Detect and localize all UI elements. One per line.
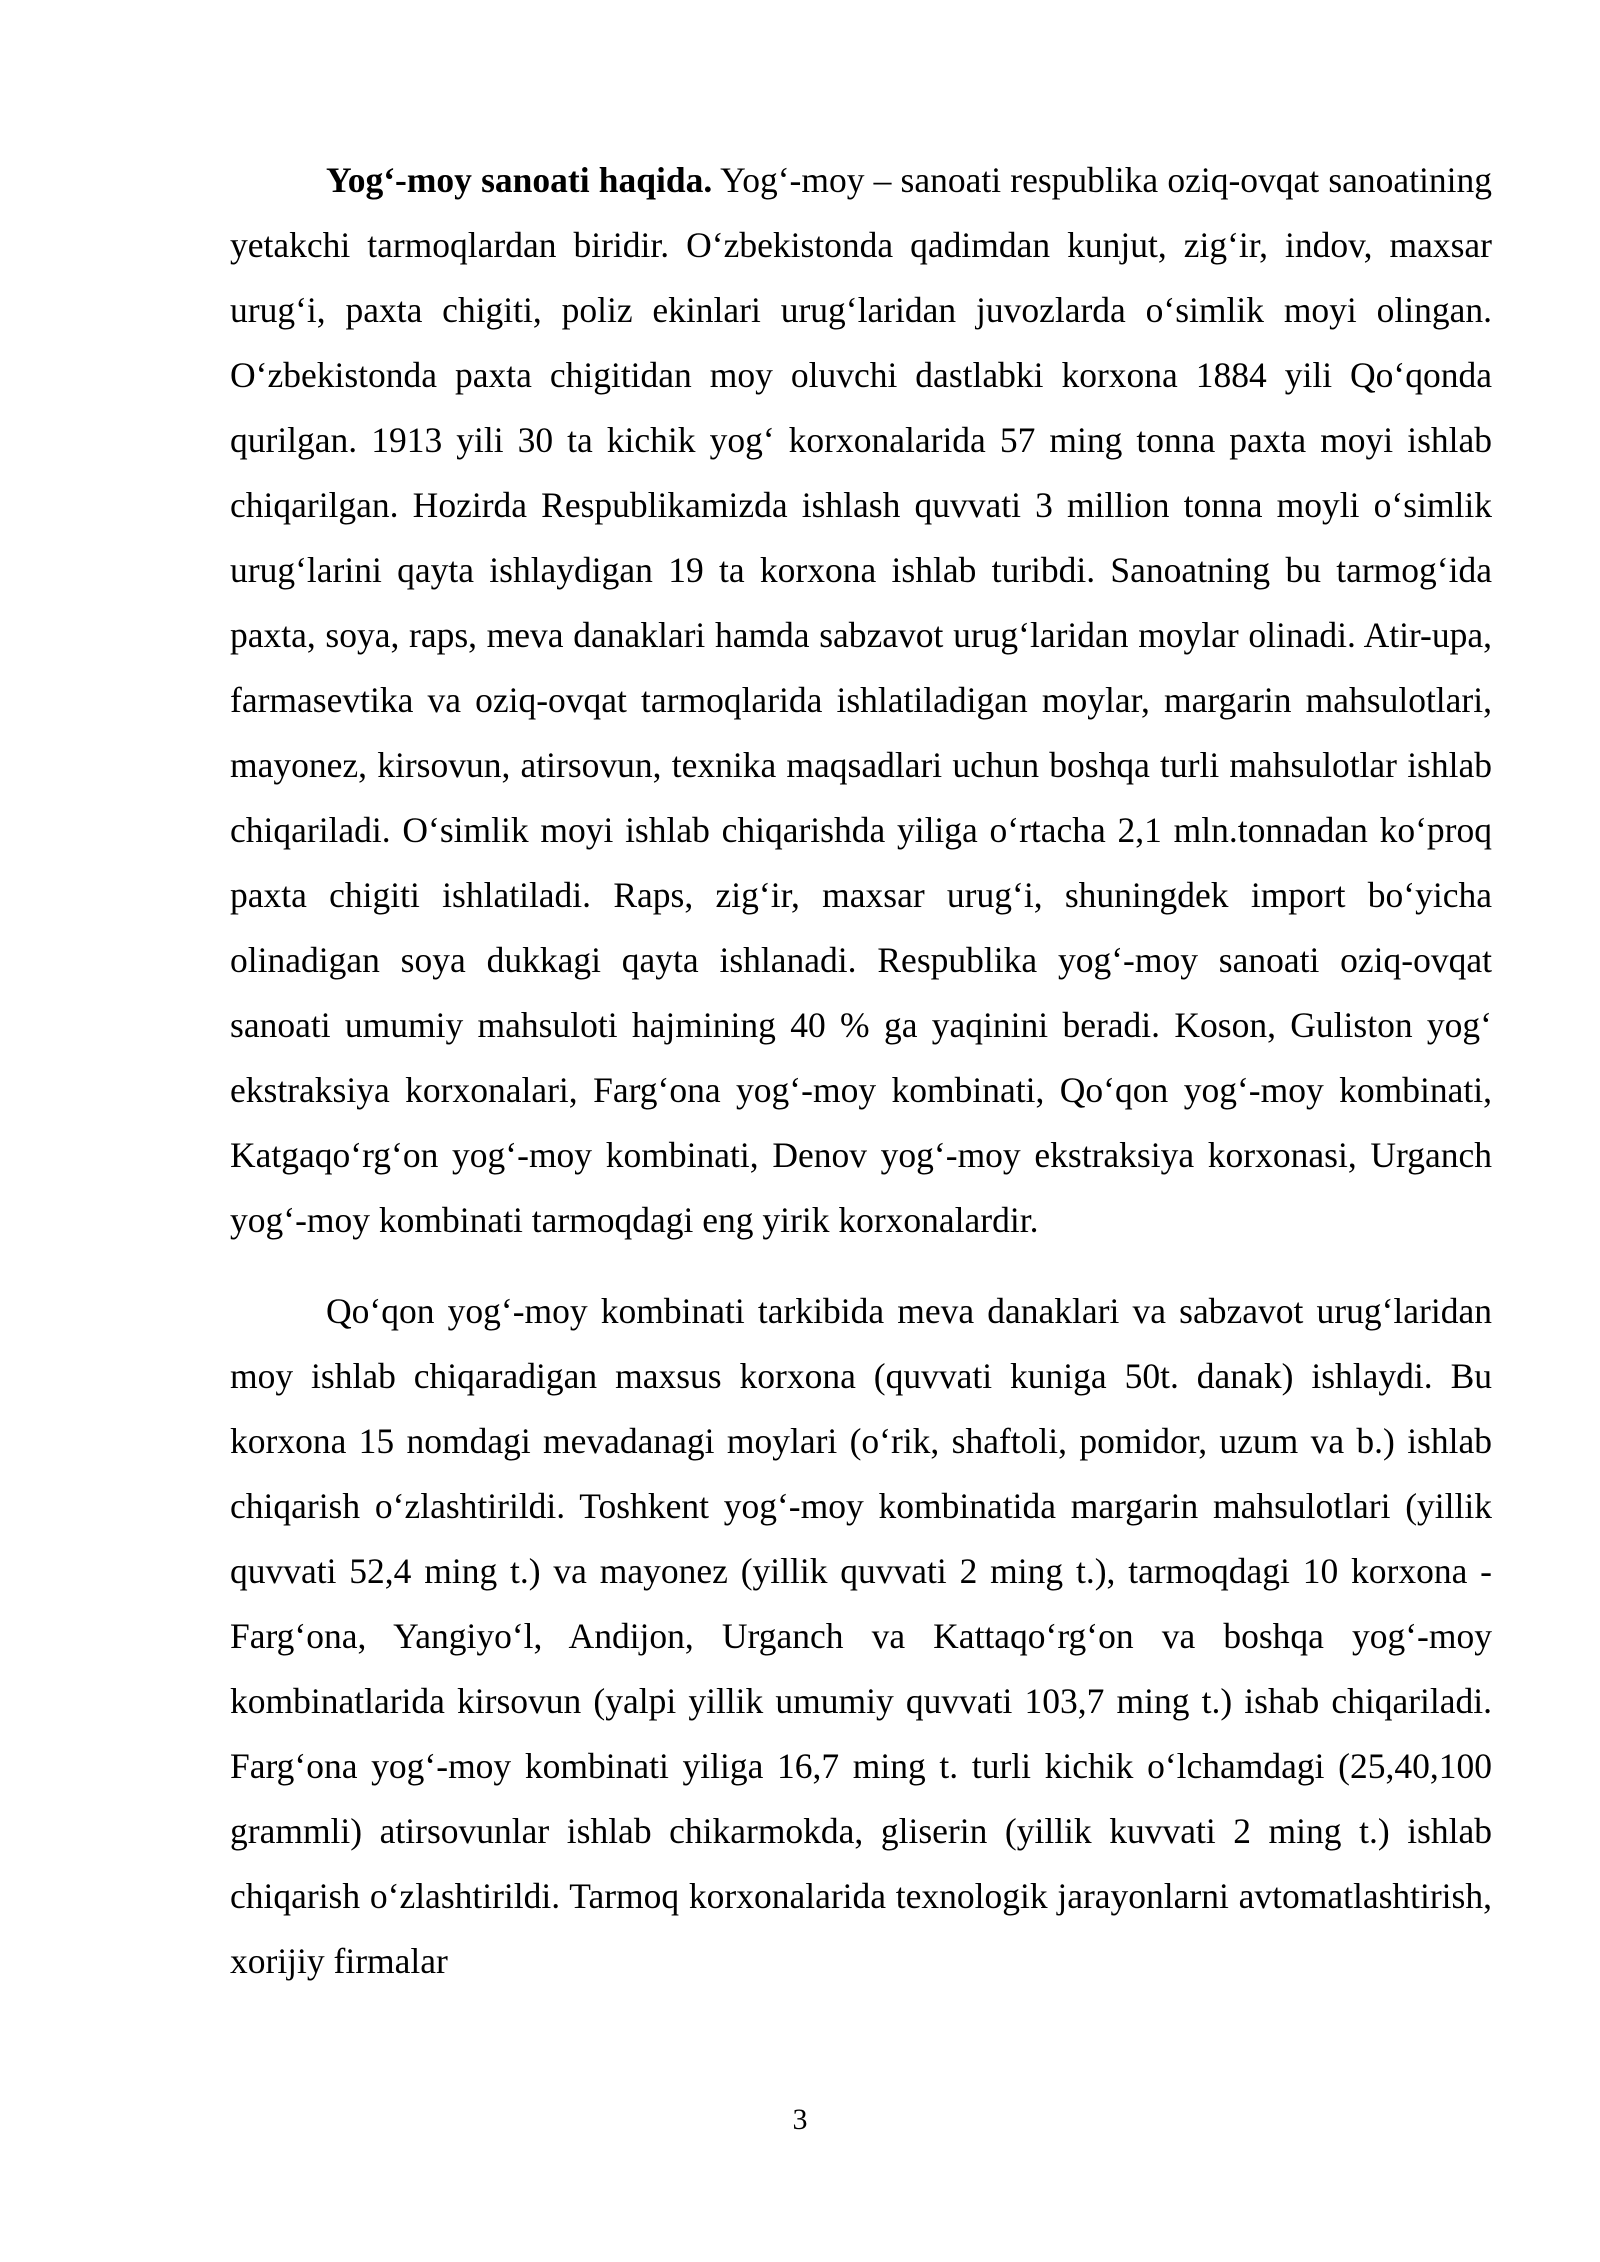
paragraph-1-text: Yog‘-moy – sanoati respublika oziq-ovqat sanoatining yetakchi tarmoqlardan biridir. O‘zbekistonda qadimdan kunjut, zig‘ir, indov, maxsar urug‘i, paxta chigiti, poliz ekinlari urug‘laridan juvozlarda o‘simlik moyi olingan. O‘zbekistonda paxta chigitidan moy oluvchi dastlabki korxona 1884 yili Qo‘qonda qurilgan. 1913 yili 30 ta kichik yog‘ korxonalarida 57 ming tonna paxta moyi ishlab chiqarilgan. Hozirda Respublikamizda ishlash quvvati 3 million tonna moyli o‘simlik urug‘larini qayta ishlaydigan 19 ta korxona ishlab turibdi. Sanoatning bu tarmog‘ida paxta, soya, raps, meva danaklari hamda sabzavot urug‘laridan moylar olinadi. Atir-upa, farmasevtika va oziq-ovqat tarmoqlarida ishlatiladigan moylar, margarin mahsulotlari, mayonez, kirsovun, atirsovun, texnika maqsadlari uchun boshqa turli mahsulotlar ishlab chiqariladi. O‘simlik moyi ishlab chiqarishda yiliga o‘rtacha 2,1 mln.tonnadan ko‘proq paxta chigiti ishlatiladi. Raps, zig‘ir, maxsar urug‘i, shuningdek import bo‘yicha olinadigan soya dukkagi qayta ishlanadi. Respublika yog‘-moy sanoati oziq-ovqat sanoati umumiy mahsuloti hajmining 40 % ga yaqinini beradi. Koson, Guliston yog‘ ekstraksiya korxonalari, Farg‘ona yog‘-moy kombinati, Qo‘qon yog‘-moy kombinati, Katgaqo‘rg‘on yog‘-moy kombinati, Denov yog‘-moy ekstraksiya korxonasi, Urganch yog‘-moy kombinati tarmoqdagi eng yirik korxonalardir.: [230, 160, 1492, 1240]
body-text: [230, 148, 1492, 1994]
page-number: 3: [792, 2103, 808, 2136]
paragraph-2-text: Qo‘qon yog‘-moy kombinati tarkibida meva danaklari va sabzavot urug‘laridan moy ishlab chiqaradigan maxsus korxona (quvvati kuniga 50t. danak) ishlaydi. Bu korxona 15 nomdagi mevadanagi moylari (o‘rik, shaftoli, pomidor, uzum va b.) ishlab chiqarish o‘zlashtirildi. Toshkent yog‘-moy kombinatida margarin mahsulotlari (yillik quvvati 52,4 ming t.) va mayonez (yillik quvvati 2 ming t.), tarmoqdagi 10 korxona - Farg‘ona, Yangiyo‘l, Andijon, Urganch va Kattaqo‘rg‘on va boshqa yog‘-moy kombinatlarida kirsovun (yalpi yillik umumiy quvvati 103,7 ming t.) ishab chiqariladi. Farg‘ona yog‘-moy kombinati yiliga 16,7 ming t. turli kichik o‘lchamdagi (25,40,100 grammli) atirsovunlar ishlab chikarmokda, gliserin (yillik kuvvati 2 ming t.) ishlab chiqarish o‘zlashtirildi. Tarmoq korxonalarida texnologik jarayonlarni avtomatlashtirish, xorijiy firmalar: [230, 1291, 1492, 1981]
paragraph-2: [230, 1279, 1492, 1994]
paragraph-1-lead-heading: Yog‘-moy sanoati haqida.: [326, 160, 713, 200]
paragraph-1: [230, 148, 1492, 1253]
